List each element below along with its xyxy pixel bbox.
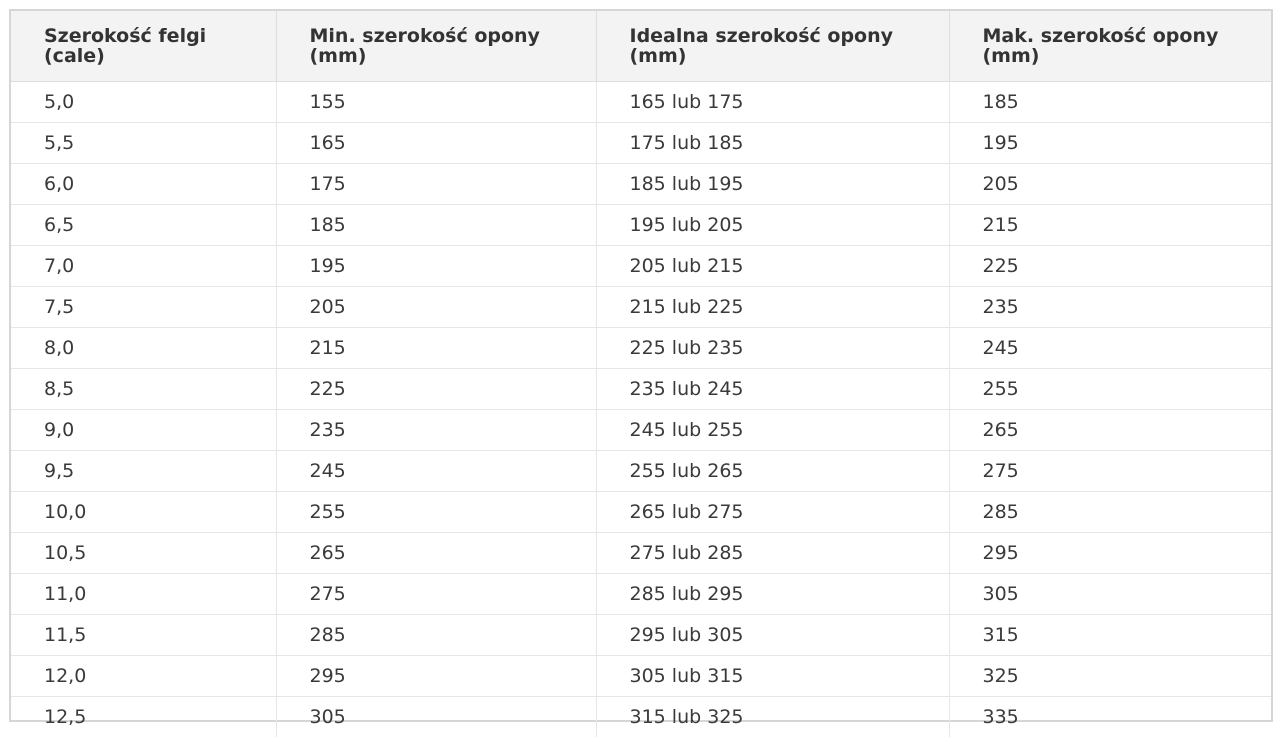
table-row <box>11 82 1271 123</box>
table-row <box>11 410 1271 451</box>
cell-rim-width: 7,5 <box>11 287 276 328</box>
cell-rim-width: 8,0 <box>11 328 276 369</box>
table-row <box>11 574 1271 615</box>
cell-min-tire-width: 195 <box>276 246 596 287</box>
cell-max-tire-width: 295 <box>949 533 1271 574</box>
cell-ideal-tire-width: 165 lub 175 <box>596 82 949 123</box>
cell-min-tire-width: 205 <box>276 287 596 328</box>
header-ideal-tire-width <box>596 11 949 82</box>
header-rim-width-line-1: Szerokość felgi <box>44 26 276 46</box>
table-row <box>11 533 1271 574</box>
cell-min-tire-width: 175 <box>276 164 596 205</box>
header-max-tire-width-line-1: Mak. szerokość opony <box>983 26 1272 46</box>
cell-min-tire-width: 215 <box>276 328 596 369</box>
cell-ideal-tire-width: 185 lub 195 <box>596 164 949 205</box>
cell-min-tire-width: 295 <box>276 656 596 697</box>
cell-min-tire-width: 285 <box>276 615 596 656</box>
table-body <box>11 82 1271 737</box>
cell-min-tire-width: 305 <box>276 697 596 737</box>
cell-rim-width: 9,0 <box>11 410 276 451</box>
header-min-tire-width-line-1: Min. szerokość opony <box>310 26 596 46</box>
header-row <box>11 11 1271 82</box>
tire-size-table <box>11 11 1271 737</box>
cell-max-tire-width: 315 <box>949 615 1271 656</box>
header-rim-width-line-2: (cale) <box>44 46 276 66</box>
cell-ideal-tire-width: 265 lub 275 <box>596 492 949 533</box>
cell-max-tire-width: 245 <box>949 328 1271 369</box>
cell-rim-width: 5,0 <box>11 82 276 123</box>
header-max-tire-width <box>949 11 1271 82</box>
cell-ideal-tire-width: 245 lub 255 <box>596 410 949 451</box>
cell-rim-width: 7,0 <box>11 246 276 287</box>
header-min-tire-width-line-2: (mm) <box>310 46 596 66</box>
cell-rim-width: 12,0 <box>11 656 276 697</box>
cell-rim-width: 9,5 <box>11 451 276 492</box>
cell-max-tire-width: 225 <box>949 246 1271 287</box>
cell-min-tire-width: 155 <box>276 82 596 123</box>
table-row <box>11 492 1271 533</box>
cell-max-tire-width: 305 <box>949 574 1271 615</box>
table-row <box>11 205 1271 246</box>
cell-ideal-tire-width: 275 lub 285 <box>596 533 949 574</box>
header-max-tire-width-line-2: (mm) <box>983 46 1272 66</box>
cell-ideal-tire-width: 295 lub 305 <box>596 615 949 656</box>
tire-size-table-container <box>9 9 1273 722</box>
cell-min-tire-width: 245 <box>276 451 596 492</box>
cell-max-tire-width: 255 <box>949 369 1271 410</box>
header-ideal-tire-width-line-2: (mm) <box>630 46 949 66</box>
cell-ideal-tire-width: 215 lub 225 <box>596 287 949 328</box>
cell-rim-width: 6,0 <box>11 164 276 205</box>
cell-ideal-tire-width: 285 lub 295 <box>596 574 949 615</box>
cell-min-tire-width: 275 <box>276 574 596 615</box>
cell-max-tire-width: 235 <box>949 287 1271 328</box>
cell-rim-width: 6,5 <box>11 205 276 246</box>
cell-max-tire-width: 215 <box>949 205 1271 246</box>
cell-rim-width: 12,5 <box>11 697 276 737</box>
cell-max-tire-width: 275 <box>949 451 1271 492</box>
cell-min-tire-width: 185 <box>276 205 596 246</box>
table-row <box>11 615 1271 656</box>
cell-min-tire-width: 255 <box>276 492 596 533</box>
cell-rim-width: 5,5 <box>11 123 276 164</box>
table-row <box>11 328 1271 369</box>
cell-ideal-tire-width: 255 lub 265 <box>596 451 949 492</box>
cell-min-tire-width: 265 <box>276 533 596 574</box>
table-row <box>11 164 1271 205</box>
header-ideal-tire-width-line-1: Idealna szerokość opony <box>630 26 949 46</box>
table-row <box>11 246 1271 287</box>
cell-min-tire-width: 235 <box>276 410 596 451</box>
cell-ideal-tire-width: 205 lub 215 <box>596 246 949 287</box>
cell-ideal-tire-width: 305 lub 315 <box>596 656 949 697</box>
table-row <box>11 656 1271 697</box>
cell-min-tire-width: 165 <box>276 123 596 164</box>
cell-rim-width: 8,5 <box>11 369 276 410</box>
table-row <box>11 123 1271 164</box>
cell-rim-width: 10,0 <box>11 492 276 533</box>
cell-ideal-tire-width: 235 lub 245 <box>596 369 949 410</box>
cell-max-tire-width: 185 <box>949 82 1271 123</box>
table-header <box>11 11 1271 82</box>
cell-rim-width: 11,5 <box>11 615 276 656</box>
cell-max-tire-width: 325 <box>949 656 1271 697</box>
table-row <box>11 287 1271 328</box>
header-rim-width <box>11 11 276 82</box>
header-min-tire-width <box>276 11 596 82</box>
cell-ideal-tire-width: 315 lub 325 <box>596 697 949 737</box>
cell-max-tire-width: 195 <box>949 123 1271 164</box>
cell-min-tire-width: 225 <box>276 369 596 410</box>
table-row <box>11 451 1271 492</box>
cell-ideal-tire-width: 175 lub 185 <box>596 123 949 164</box>
cell-max-tire-width: 265 <box>949 410 1271 451</box>
cell-rim-width: 10,5 <box>11 533 276 574</box>
cell-ideal-tire-width: 195 lub 205 <box>596 205 949 246</box>
cell-max-tire-width: 285 <box>949 492 1271 533</box>
cell-max-tire-width: 335 <box>949 697 1271 737</box>
cell-rim-width: 11,0 <box>11 574 276 615</box>
cell-max-tire-width: 205 <box>949 164 1271 205</box>
table-row <box>11 369 1271 410</box>
cell-ideal-tire-width: 225 lub 235 <box>596 328 949 369</box>
